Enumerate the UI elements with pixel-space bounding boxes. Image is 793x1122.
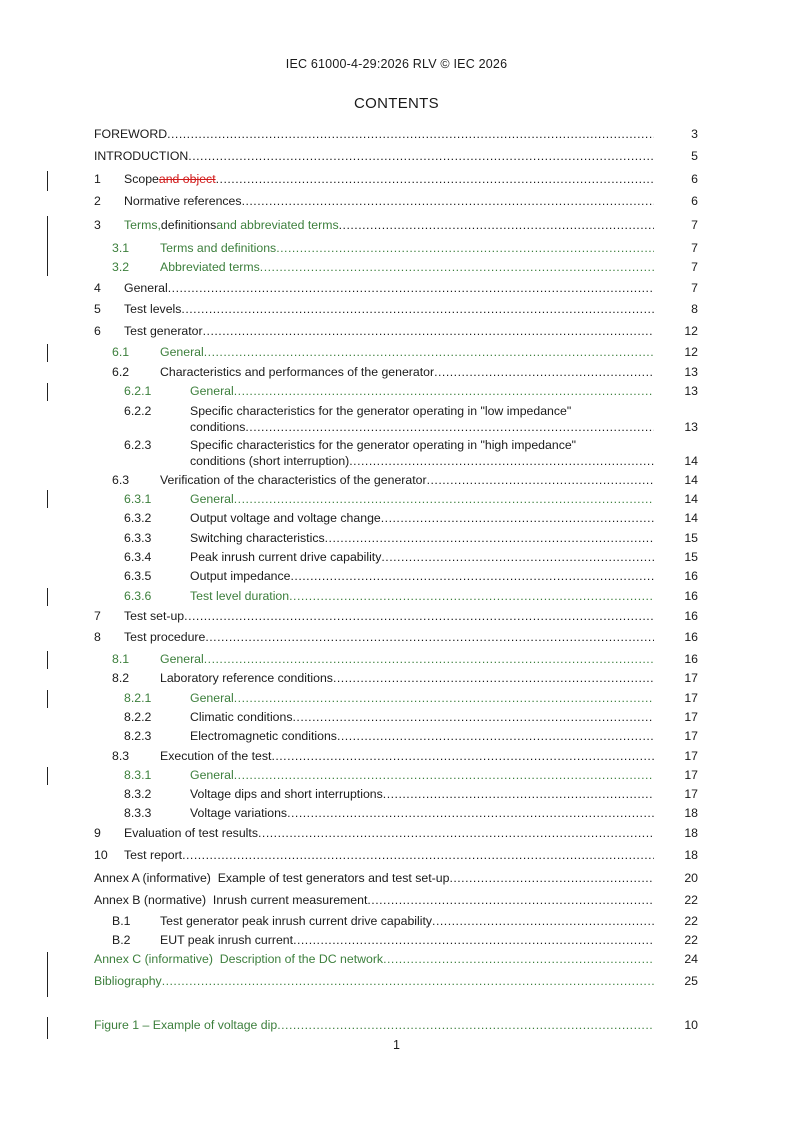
toc-entry-number: 6.1: [112, 345, 130, 359]
toc-entry-text: Test levels: [124, 302, 182, 316]
toc-page-number: 18: [658, 825, 698, 841]
contents-title: CONTENTS: [354, 95, 439, 112]
toc-entry-number: 8.2: [112, 671, 130, 685]
toc-entry-text: FOREWORD: [94, 127, 168, 141]
toc-entry-6[interactable]: [94, 323, 698, 339]
toc-entry-number: 8.2.2: [124, 710, 152, 724]
toc-entry-4[interactable]: [94, 280, 698, 296]
toc-entry-text: Test generator: [124, 324, 203, 338]
toc-page-number: 7: [658, 240, 698, 256]
toc-page-number: 14: [658, 453, 698, 469]
toc-entry-7[interactable]: [94, 608, 698, 624]
toc-page-number: 24: [658, 951, 698, 967]
toc-page-number: 14: [658, 472, 698, 488]
toc-entry-6-3-1[interactable]: [94, 491, 698, 507]
toc-entry-number: 9: [94, 826, 101, 840]
toc-entry-text: conditions (short interruption): [190, 454, 350, 468]
toc-entry-number: 8.3.2: [124, 787, 152, 801]
toc-entry-9[interactable]: [94, 825, 698, 841]
toc-entry-text: Annex A (informative) Example of test generators and test set-up: [94, 871, 450, 885]
change-bar: [47, 490, 48, 508]
toc-entry-number: 1: [94, 172, 101, 186]
toc-entry-8-2-1[interactable]: [94, 690, 698, 706]
toc-entry-text: General: [160, 652, 204, 666]
toc-entry-text: Voltage dips and short interruptions: [190, 787, 383, 801]
toc-entry-text: General: [124, 281, 168, 295]
toc-page-number: 16: [658, 588, 698, 604]
toc-entry-text: Normative references: [124, 194, 242, 208]
change-bar: [47, 767, 48, 785]
toc-entry-1[interactable]: [94, 171, 698, 187]
toc-entry-b-2[interactable]: [94, 932, 698, 948]
change-bar: [47, 1017, 48, 1039]
toc-entry-annex-a[interactable]: [94, 870, 698, 886]
toc-entry-6-3-3[interactable]: [94, 530, 698, 546]
toc-entry-number: 6.3.1: [124, 492, 152, 506]
toc-page-number: 16: [658, 651, 698, 667]
toc-entry-text: Abbreviated terms: [160, 260, 260, 274]
toc-entry-number: B.1: [112, 914, 131, 928]
toc-entry-number: 7: [94, 609, 101, 623]
toc-entry-text-line1: Specific characteristics for the generator operating in "high impedance": [190, 438, 577, 452]
toc-entry-3[interactable]: [94, 217, 698, 233]
toc-entry-annex-b[interactable]: [94, 892, 698, 908]
toc-entry-3-2[interactable]: [94, 259, 698, 275]
toc-entry-text: Annex B (normative) Inrush current measurement: [94, 893, 368, 907]
toc-entry-text: General: [190, 768, 234, 782]
toc-entry-text: conditions: [190, 420, 246, 434]
toc-entry-text: Terms and definitions: [160, 241, 277, 255]
toc-entry-text: Test set-up: [124, 609, 185, 623]
toc-entry-number: 6.2.2: [124, 404, 152, 418]
toc-entry-text: Peak inrush current drive capability: [190, 550, 382, 564]
toc-entry-number: 8.3: [112, 749, 130, 763]
toc-page-number: 17: [658, 670, 698, 686]
toc-entry-10[interactable]: [94, 847, 698, 863]
toc-page-number: 10: [658, 1017, 698, 1033]
toc-entry-bibliography[interactable]: [94, 973, 698, 989]
toc-entry-number: 8.1: [112, 652, 130, 666]
toc-entry-text: INTRODUCTION: [94, 149, 189, 163]
toc-entry-number: 5: [94, 302, 101, 316]
toc-entry-8-2-3[interactable]: [94, 728, 698, 744]
toc-entry-text: General: [190, 492, 234, 506]
toc-entry-number: 8.3.3: [124, 806, 152, 820]
toc-entry-6-3[interactable]: [94, 472, 698, 488]
toc-entry-8[interactable]: [94, 629, 698, 645]
toc-entry-number: 8.2.1: [124, 691, 152, 705]
toc-page-number: 17: [658, 748, 698, 764]
toc-entry-number: 6.3.2: [124, 511, 152, 525]
toc-entry-text: Output voltage and voltage change: [190, 511, 381, 525]
toc-entry-number: 6.3.4: [124, 550, 152, 564]
toc-entry-6-1[interactable]: [94, 344, 698, 360]
toc-entry-8-3-1[interactable]: [94, 767, 698, 783]
toc-page-number: 14: [658, 510, 698, 526]
document-header: IEC 61000-4-29:2026 RLV © IEC 2026: [285, 57, 508, 71]
toc-entry-number: 3: [94, 218, 101, 232]
toc-entry-text: General: [190, 691, 234, 705]
change-bar: [47, 344, 48, 362]
toc-entry-number: 6.2: [112, 365, 130, 379]
toc-page-number: 17: [658, 728, 698, 744]
toc-entry-text: EUT peak inrush current: [160, 933, 294, 947]
change-bar: [47, 588, 48, 606]
toc-entry-number: 4: [94, 281, 101, 295]
toc-entry-foreword[interactable]: [94, 126, 698, 142]
toc-entry-text: Test procedure: [124, 630, 206, 644]
toc-entry-number: 3.2: [112, 260, 130, 274]
toc-entry-6-2-3[interactable]: [94, 437, 698, 469]
toc-entry-6-3-5[interactable]: [94, 568, 698, 584]
toc-entry-8-2-2[interactable]: [94, 709, 698, 725]
toc-page-number: 6: [658, 193, 698, 209]
toc-page-number: 20: [658, 870, 698, 886]
toc-entry-6-2-2[interactable]: [94, 403, 698, 435]
toc-entry-text: Bibliography: [94, 974, 162, 988]
toc-entry-8-2[interactable]: [94, 670, 698, 686]
toc-page-number: 15: [658, 530, 698, 546]
toc-page-number: 17: [658, 767, 698, 783]
toc-entry-number: 6.3.3: [124, 531, 152, 545]
toc-page-number: 18: [658, 805, 698, 821]
change-bar: [47, 690, 48, 708]
toc-page-number: 18: [658, 847, 698, 863]
toc-page-number: 22: [658, 892, 698, 908]
toc-entry-text: Laboratory reference conditions: [160, 671, 333, 685]
toc-entry-6-2-1[interactable]: [94, 383, 698, 399]
toc-page-number: 12: [658, 344, 698, 360]
toc-entry-text: Switching characteristics: [190, 531, 325, 545]
toc-entry-text: Execution of the test: [160, 749, 272, 763]
toc-entry-text: Characteristics and performances of the generator: [160, 365, 435, 379]
toc-entry-number: 8: [94, 630, 101, 644]
change-bar: [47, 171, 48, 191]
toc-page-number: 3: [658, 126, 698, 142]
toc-page-number: 12: [658, 323, 698, 339]
toc-entry-text-line1: Specific characteristics for the generator operating in "low impedance": [190, 404, 572, 418]
toc-entry-text: definitions: [160, 218, 217, 232]
toc-page-number: 8: [658, 301, 698, 317]
toc-entry-3-1[interactable]: [94, 240, 698, 256]
toc-entry-number: 6.3.5: [124, 569, 152, 583]
toc-page-number: 15: [658, 549, 698, 565]
toc-entry-text: Test level duration: [190, 589, 290, 603]
toc-entry-text: Scope: [124, 172, 159, 186]
toc-page-number: 6: [658, 171, 698, 187]
toc-entry-text: Verification of the characteristics of the generator: [160, 473, 427, 487]
toc-entry-5[interactable]: [94, 301, 698, 317]
toc-entry-number: 6: [94, 324, 101, 338]
toc-page-number: 14: [658, 491, 698, 507]
toc-page-number: 7: [658, 280, 698, 296]
toc-page-number: 5: [658, 148, 698, 164]
toc-entry-number: B.2: [112, 933, 131, 947]
toc-entry-6-3-6[interactable]: [94, 588, 698, 604]
page-number: 1: [393, 1038, 400, 1052]
toc-entry-8-1[interactable]: [94, 651, 698, 667]
toc-page-number: 17: [658, 786, 698, 802]
change-bar: [47, 952, 48, 997]
toc-page-number: 22: [658, 913, 698, 929]
toc-entry-6-3-2[interactable]: [94, 510, 698, 526]
toc-entry-number: 6.3: [112, 473, 130, 487]
toc-entry-number: 6.2.3: [124, 438, 152, 452]
toc-entry-b-1[interactable]: [94, 913, 698, 929]
change-bar: [47, 216, 48, 276]
toc-page-number: 17: [658, 690, 698, 706]
toc-entry-2[interactable]: [94, 193, 698, 209]
toc-entry-text: Test report: [124, 848, 183, 862]
toc-page-number: 13: [658, 383, 698, 399]
toc-entry-annex-c[interactable]: [94, 951, 698, 967]
toc-entry-text: Evaluation of test results: [124, 826, 258, 840]
toc-page-number: 13: [658, 364, 698, 380]
toc-page-number: 7: [658, 217, 698, 233]
toc-entry-number: 8.2.3: [124, 729, 152, 743]
toc-entry-figure-1[interactable]: [94, 1017, 698, 1033]
toc-entry-text: Electromagnetic conditions: [190, 729, 337, 743]
toc-entry-text: Climatic conditions: [190, 710, 293, 724]
change-bar: [47, 383, 48, 401]
toc-entry-8-3-3[interactable]: [94, 805, 698, 821]
toc-page-number: 13: [658, 419, 698, 435]
toc-page-number: 16: [658, 629, 698, 645]
deleted-text: and object: [158, 172, 216, 186]
toc-page-number: 16: [658, 608, 698, 624]
toc-entry-text: Voltage variations: [190, 806, 288, 820]
toc-entry-text: General: [160, 345, 204, 359]
toc-entry-number: 6.3.6: [124, 589, 152, 603]
toc-page-number: 22: [658, 932, 698, 948]
toc-entry-text: General: [190, 384, 234, 398]
toc-entry-number: 10: [94, 848, 108, 862]
toc-entry-number: 2: [94, 194, 101, 208]
toc-page-number: 7: [658, 259, 698, 275]
toc-entry-text: Test generator peak inrush current drive capability: [160, 914, 433, 928]
toc-entry-text: Figure 1 – Example of voltage dip: [94, 1018, 278, 1032]
toc-entry-text: Output impedance: [190, 569, 291, 583]
toc-entry-8-3[interactable]: [94, 748, 698, 764]
toc-page-number: 25: [658, 973, 698, 989]
toc-entry-introduction[interactable]: [94, 148, 698, 164]
toc-entry-8-3-2[interactable]: [94, 786, 698, 802]
inserted-text: Terms,: [124, 218, 161, 232]
toc-entry-number: 8.3.1: [124, 768, 152, 782]
toc-entry-6-3-4[interactable]: [94, 549, 698, 565]
toc-page-number: 16: [658, 568, 698, 584]
toc-entry-6-2[interactable]: [94, 364, 698, 380]
toc-page-number: 17: [658, 709, 698, 725]
toc-entry-text: Annex C (informative) Description of the DC network: [94, 952, 384, 966]
change-bar: [47, 651, 48, 669]
toc-entry-number: 6.2.1: [124, 384, 152, 398]
toc-entry-number: 3.1: [112, 241, 130, 255]
inserted-text: and abbreviated terms: [216, 218, 339, 232]
